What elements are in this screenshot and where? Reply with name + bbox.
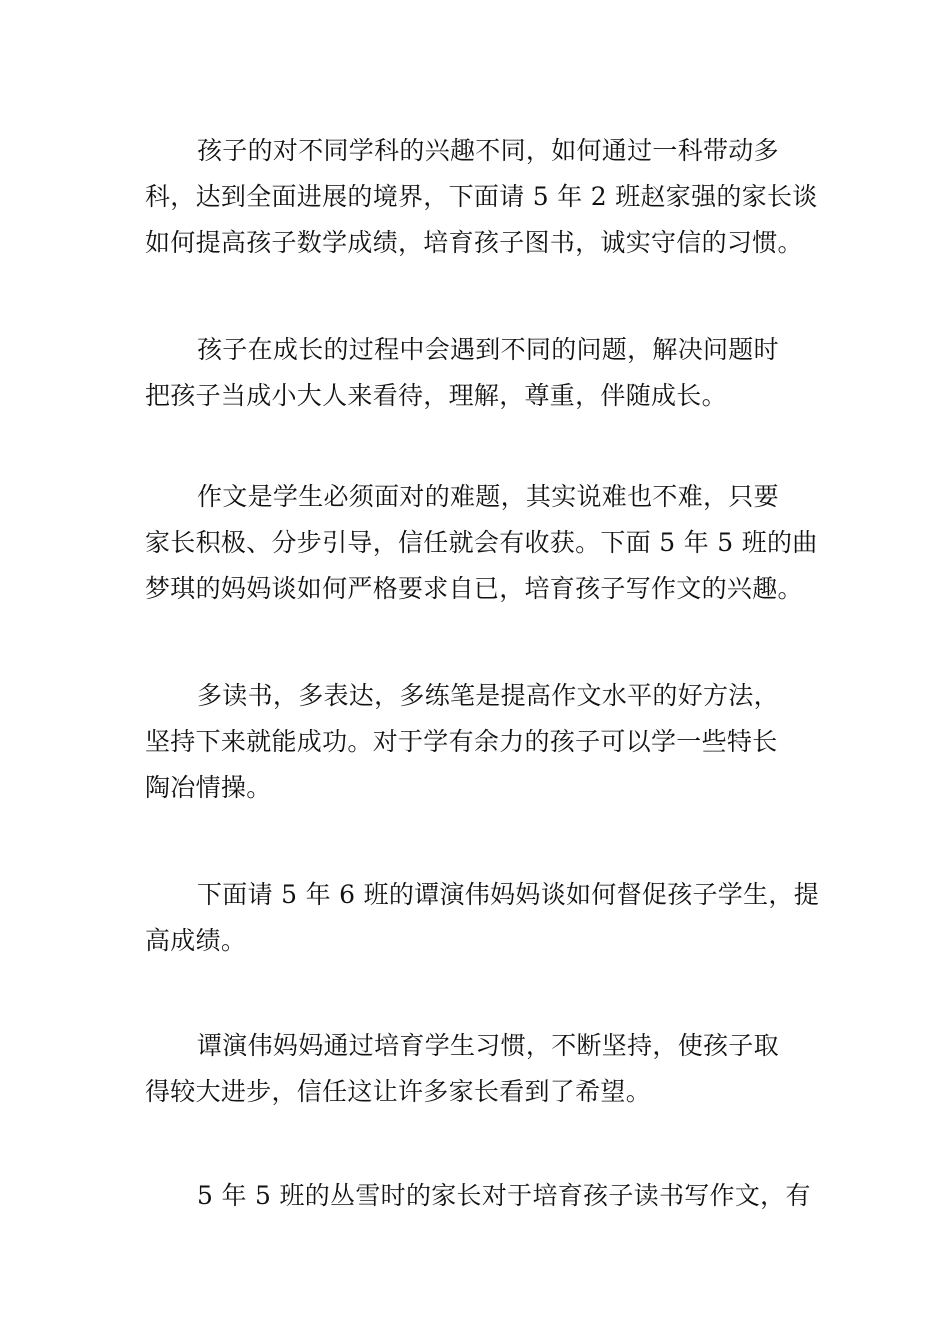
paragraph-1 (145, 128, 818, 266)
paragraph-line: 多读书，多表达，多练笔是提高作文水平的好方法， (197, 681, 779, 710)
paragraph-line: 得较大进步，信任这让许多家长看到了希望。 (145, 1077, 652, 1106)
paragraph-line: 梦琪的妈妈谈如何严格要求自已，培育孩子写作文的兴趣。 (145, 574, 803, 603)
paragraph-line: 孩子在成长的过程中会遇到不同的问题，解决问题时 (197, 335, 779, 364)
paragraph-7 (145, 1173, 810, 1219)
paragraph-line: 作文是学生必须面对的难题，其实说难也不难，只要 (197, 482, 779, 511)
paragraph-line: 谭演伟妈妈通过培育学生习惯，不断坚持，使孩子取 (197, 1031, 779, 1060)
paragraph-line: 坚持下来就能成功。对于学有余力的孩子可以学一些特长 (145, 727, 778, 756)
paragraph-line: 科，达到全面进展的境界，下面请 5 年 2 班赵家强的家长谈 (145, 182, 818, 211)
paragraph-line: 5 年 5 班的丛雪时的家长对于培育孩子读书写作文，有 (197, 1181, 811, 1210)
paragraph-line: 把孩子当成小大人来看待，理解，尊重，伴随成长。 (145, 381, 727, 410)
paragraph-line: 家长积极、分步引导，信任就会有收获。下面 5 年 5 班的曲 (145, 528, 818, 557)
paragraph-line: 高成绩。 (145, 926, 247, 955)
paragraph-6 (145, 1023, 810, 1115)
paragraph-line: 孩子的对不同学科的兴趣不同，如何通过一科带动多 (197, 136, 779, 165)
paragraph-5 (145, 872, 820, 964)
paragraph-3 (145, 474, 818, 612)
paragraph-line: 下面请 5 年 6 班的谭演伟妈妈谈如何督促孩子学生，提 (197, 880, 820, 909)
paragraph-line: 如何提高孩子数学成绩，培育孩子图书，诚实守信的习惯。 (145, 228, 803, 257)
paragraph-line: 陶冶情操。 (145, 773, 272, 802)
paragraph-2 (145, 327, 810, 419)
paragraph-4 (145, 673, 810, 811)
